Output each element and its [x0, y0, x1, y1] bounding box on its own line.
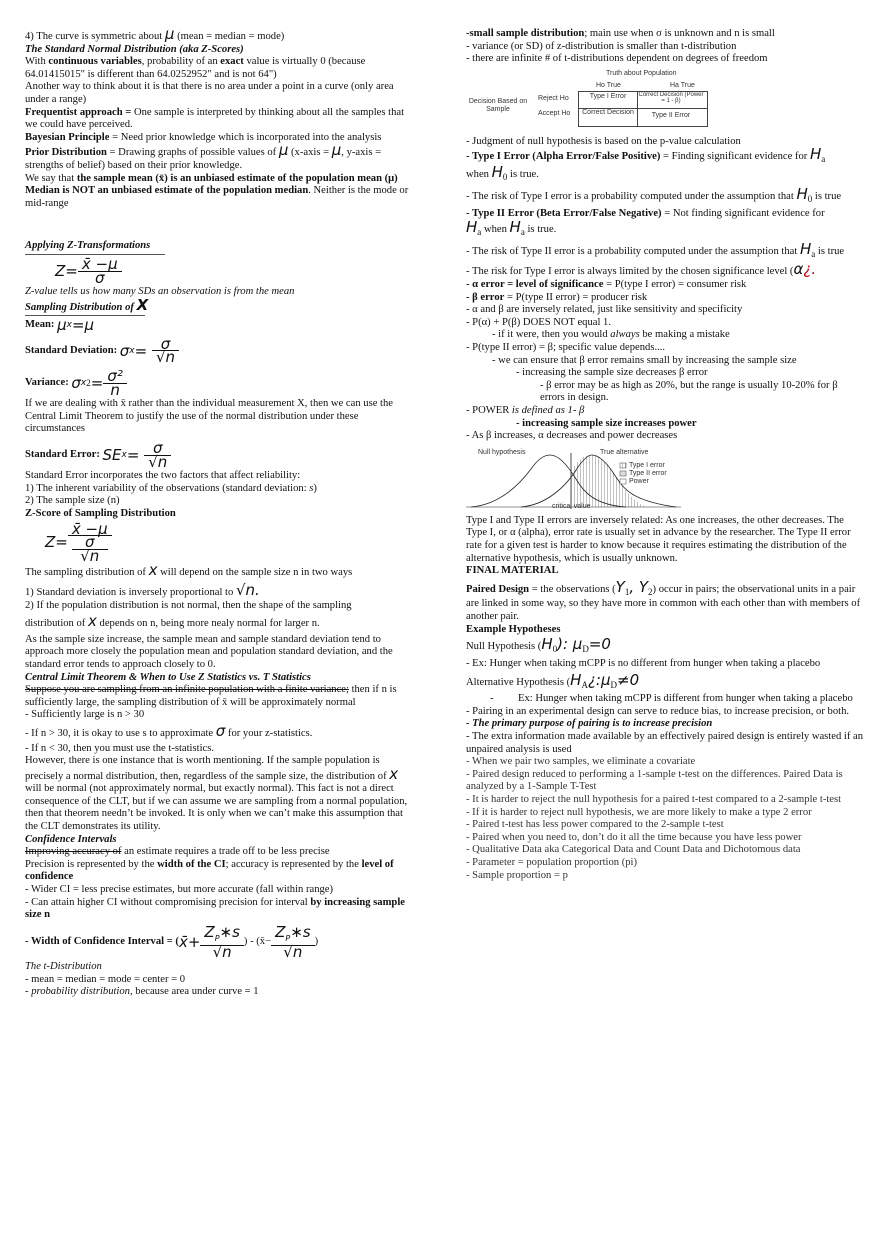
pairing-reduce: - Pairing in an experimental design can serve to reduce bias, to increase precision, or both. — [466, 705, 850, 717]
left-column — [25, 25, 417, 999]
heading-example-hyp: Example Hypotheses — [466, 623, 561, 635]
beta-line: - β error = P(type II error) = producer risk — [466, 291, 648, 303]
note-parameter: - Parameter = population proportion (pi) — [466, 856, 638, 868]
ci-bullet-2: - Can attain higher CI without compromising precision for interval by increasing sample size n — [25, 896, 405, 921]
clt-bullet-1: - Sufficiently large is n > 30 — [25, 709, 145, 721]
se-paragraph-2: 1) The inherent variability of the observations (standard deviation: s) — [25, 482, 317, 494]
paired-design: Paired Design = the observations ($Y_1$, $Y_2$) occur in pairs; the observational units in a pair are linked in some way, so they have more in common with each other than with members of another pair. — [466, 577, 861, 623]
sampling-dep-2: 1) Standard deviation is inversely proportional to √n. — [25, 580, 260, 599]
heading-standard-normal: The Standard Normal Distribution (aka Z-Scores) — [25, 43, 244, 55]
type1-limit: - The risk for Type I error is always limited by the chosen significance level (α¿. — [466, 260, 817, 279]
sampling-dep-1: The sampling distribution of x will depend on the sample size n in two ways — [25, 561, 353, 580]
t-bullet-1: - mean = median = mode = center = 0 — [25, 973, 186, 985]
heading-ci: Confidence Intervals — [25, 833, 117, 845]
table-row-accept: Accept Ho — [538, 109, 571, 117]
distribution-curves — [466, 449, 706, 511]
clt-bullet-3: - If n < 30, then you must use the t-statistics. — [25, 742, 214, 754]
type1-definition: - Type I Error (Alpha Error/False Positive) = Finding significant evidence for $H_a$ — [466, 145, 826, 165]
z-formula: Z= $\frac{x̄ -\mu}{\sigma}$ — [25, 258, 417, 284]
bayesian-paragraph: Bayesian Principle = Need prior knowledge which is incorporated into the analysis — [25, 131, 382, 143]
heading-zscore: Z-Score of Sampling Distribution — [25, 508, 176, 519]
fig-legend-type1: Type I error — [629, 461, 665, 469]
cell-type1: Type I Error — [589, 92, 627, 100]
judgment-line: - Judgment of null hypothesis is based on the p-value calculation — [466, 135, 741, 147]
note-type2: - If it is harder to reject null hypothesis, we are more likely to make a type 2 error — [466, 806, 812, 818]
note-pair-when: - Paired when you need to, don’t do it all the time because you have less power — [466, 831, 802, 843]
fig-alt-label: True alternative — [600, 448, 649, 456]
cell-type2: Type II Error — [651, 111, 691, 119]
alpha-line: - α error = level of significance = P(type I error) = consumer risk — [466, 279, 747, 291]
power-sub: - increasing sample size increases power — [516, 417, 697, 429]
fig-legend-power: Power — [629, 477, 649, 485]
prior-paragraph: Prior Distribution = Drawing graphs of possible values of μ (x-axis = μ, y-axis = strengths of belief) based on their prior knowledge. — [25, 141, 382, 171]
heading-sampling-dist: Sampling Distribution of X — [25, 295, 149, 314]
null-example: - Ex: Hunger when taking mCPP is no different from hunger when taking a placebo — [466, 657, 821, 669]
power-line: - POWER is defined as 1- β — [466, 405, 585, 417]
high-line: - β error may be as high as 20%, but the range is usually 10-20% for β errors in design. — [540, 379, 838, 404]
pab-sub: - if it were, then you would always be making a mistake — [492, 329, 730, 341]
sampling-dep-4: distribution of x depends on n, being more nealy normal for larger n. — [25, 612, 320, 631]
fig-legend-type2: Type II error — [629, 469, 667, 477]
note-paired-ttest: - Paired design reduced to performing a 1-sample t-test on the differences. Paired Data is analyzed by a 1-Sample T-Test — [466, 768, 843, 793]
beta-increase: - As β increases, α decreases and power decreases — [466, 430, 678, 442]
table-row-reject: Reject Ho — [538, 94, 569, 102]
note-qualitative: - Qualitative Data aka Categorical Data and Count Data and Dichotomous data — [466, 844, 801, 856]
fig-critical-label: critical value — [552, 502, 591, 510]
table-title: Truth about Population — [606, 69, 677, 77]
however-paragraph: However, there is one instance that is worth mentioning. If the sample population is precisely a normal distribution, then, regardless of the sample size, the distribution of x will be normal (not approximately normal, but exactly normal). This fact is not a direct consequence of the CLT, but if we can assume we are sampling from a normal population, then that theorem needn’t be invoked. It is only when we can’t make this assumption that the CLT demonstrates its utility. — [25, 755, 408, 833]
type1-risk: - The risk of Type I error is a probability computed under the assumption that $H_0$ is true — [466, 184, 842, 204]
clt-paragraph: If we are dealing with x̄ rather than the individual measurement X, then we can use the Central Limit Theorem to justify the use of the normal distribution under these circumstances — [25, 398, 393, 435]
hypothesis-figure — [466, 449, 864, 511]
type2-risk: - The risk of Type II error is a probability computed under the assumption that $H_a$ is true — [466, 239, 845, 259]
alt-hypothesis: Alternative Hypothesis ($H_A¿:\mu_D\ne 0$ — [466, 670, 640, 690]
variance-line: - variance (or SD) of z-distribution is smaller than t-distribution — [466, 40, 737, 52]
cell-correct: Correct Decision — [582, 108, 634, 116]
clt-bullet-2: - If n > 30, it is okay to use s to approximate σ for your z-statistics. — [25, 721, 313, 740]
ci-tradeoff: Improving accuracy of an estimate requires a trade off to be less precise — [25, 846, 330, 858]
pairing-wasted: - The extra information made available by an effectively paired design is entirely wasted if an unpaired analysis is used — [466, 731, 864, 755]
table-col-ha: Ha True — [670, 81, 695, 89]
sampling-dep-3: 2) If the population distribution is not normal, then the shape of the sampling — [25, 599, 352, 611]
type2-definition: - Type II Error (Beta Error/False Negative) = Not finding significant evidence for — [466, 208, 825, 220]
ensure-line: - we can ensure that β error remains small by increasing the sample size — [492, 354, 797, 366]
infinite-line: - there are infinite # of t-distributions dependent on degrees of freedom — [466, 53, 768, 65]
heading-applying-z: Applying Z-Transformations — [25, 240, 151, 252]
type1-when: when $H_0$ is true. — [466, 163, 539, 183]
heading-t-dist: The t-Distribution — [25, 961, 102, 972]
mean-formula: Mean : μ x =μ — [25, 316, 95, 335]
se-formula: Standard Error : SE x = $\frac{\sigma}{√n}$ — [25, 442, 417, 468]
symmetric-line: 4) The curve is symmetric about μ (mean = median = mode) — [25, 25, 285, 43]
note-less-power: - Paired t-test has less power compared to the 2-sample t-test — [466, 819, 724, 831]
area-paragraph: Another way to think about it is that there is no area under a point in a curve (only area under a range) — [25, 81, 394, 105]
t-bullet-2: - probability distribution, because area under curve = 1 — [25, 986, 259, 998]
increase-paragraph: As the sample size increase, the sample mean and sample standard deviation tend to approach more closely the population mean and population standard deviation, and the standard error tends to approach closely to 0. — [25, 633, 393, 670]
variance-formula: Variance : σ x 2 = $\frac{\text{σ²}}{n}$ — [25, 370, 417, 396]
increase-line: - increasing the sample size decreases β error — [516, 367, 708, 379]
type2-when: $H_a$ when $H_a$ is true. — [466, 218, 557, 238]
continuous-paragraph: With continuous variables, probability of an exact value is virtually 0 (because 64.01415015" is different than 64.0252952" and is not 64") — [25, 56, 366, 80]
pab-line: - P(α) + P(β) DOES NOT equal 1. — [466, 316, 612, 328]
null-hypothesis: Null Hypothesis $(H_0)$: $\mu_D=0$ — [466, 635, 611, 655]
note-covariate: - When we pair two samples, we eliminate a covariate — [466, 756, 696, 768]
cell-power: Correct Decision (Power = 1 - β) — [638, 91, 704, 104]
alt-example: - Ex: Hunger when taking mCPP is different from hunger when taking a placebo — [490, 693, 853, 705]
table-row-label: Decision Based on Sample — [468, 97, 528, 113]
small-sample-line: -small sample distribution; main use when σ is unknown and n is small — [466, 28, 775, 39]
se-paragraph-1: Standard Error incorporates the two factors that affect reliability: — [25, 470, 301, 482]
ptype2-line: - P(type II error) = β; specific value depends.... — [466, 342, 666, 354]
pairing-purpose: - The primary purpose of pairing is to increase precision — [466, 718, 713, 730]
right-column — [466, 28, 864, 882]
se-paragraph-3: 2) The sample size (n) — [25, 495, 120, 507]
note-harder-reject: - It is harder to reject the null hypothesis for a paired t-test compared to a 2-sample t-test — [466, 794, 842, 805]
heading-clt: Central Limit Theorem & When to Use Z Statistics vs. T Statistics — [25, 671, 311, 683]
ci-precision: Precision is represented by the width of the CI; accuracy is represented by the level of confidence — [25, 858, 394, 883]
clt-definition: Suppose you are sampling from an infinite population with a finite variance; then if n is sufficiently large, the sampling distribution of x̄ will be approximately normal — [25, 684, 397, 708]
note-sample-proportion: - Sample proportion = p — [466, 869, 568, 881]
inverse-paragraph: Type I and Type II errors are inversely related: As one increases, the other decreases. The Type I, or α (alpha), error rate is usually set in advance by the researcher. The Type II error rate for a given test is harder to know because it requires estimating the distribution of the alternative hypothesis, which is usually unknown. — [466, 514, 851, 564]
frequentist-paragraph: Frequentist approach = One sample is interpreted by thinking about all the samples that we could have perceived. — [25, 106, 405, 131]
ci-bullet-1: - Wider CI = less precise estimates, but more accurate (fall within range) — [25, 884, 334, 896]
zscore-formula: Z= x̄ −μ σ √n — [25, 523, 417, 563]
unbiased-paragraph: We say that the sample mean (x̄) is an unbiased estimate of the population mean (μ) — [25, 172, 398, 184]
sd-formula: Standard Deviation : σ x = $\frac{\sigma}{√n}$ — [25, 338, 417, 364]
ci-width-formula: - Width of Confidence Interval = ( x̄+ $\frac{Z_P∗s}{√n}$ ) - (x̄− $\frac{Z_P∗s}{√n}$ ) — [25, 922, 319, 962]
zvalue-note: Z-value tells us how many SDs an observation is from the mean — [25, 286, 295, 298]
inverse-line: - α and β are inversely related, just like sensitivity and specificity — [466, 304, 743, 316]
median-paragraph: Median is NOT an unbiased estimate of the population median. Neither is the mode or mid-range — [25, 185, 409, 209]
fig-null-label: Null hypothesis — [478, 448, 526, 456]
heading-final: FINAL MATERIAL — [466, 565, 559, 577]
error-table — [466, 70, 864, 132]
table-col-h0: Ho True — [596, 81, 621, 89]
